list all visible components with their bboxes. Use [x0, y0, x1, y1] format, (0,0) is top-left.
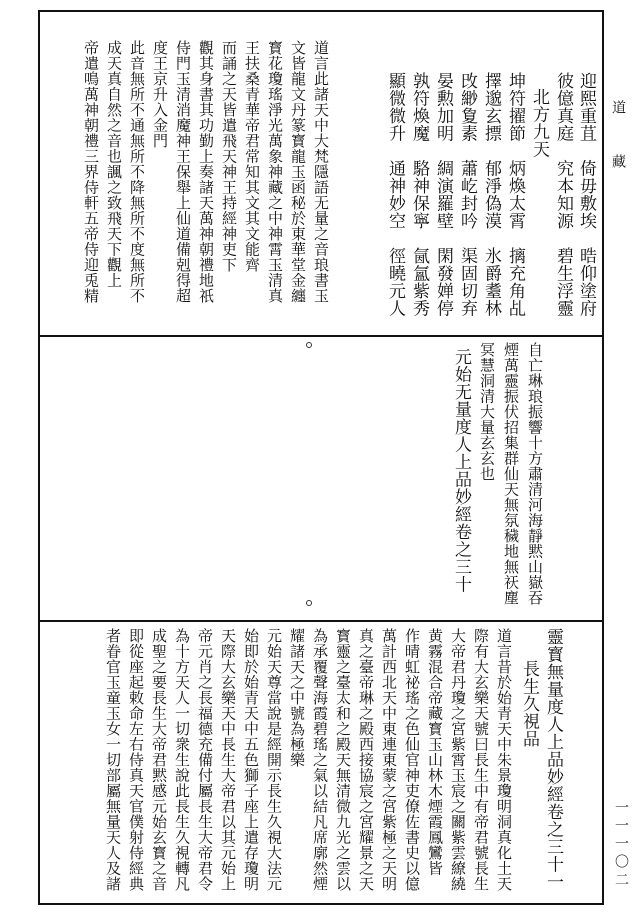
text-column: 始即於始青天中五色獅子座上遣存瓊明	[242, 628, 260, 892]
page-number: 一一一〇二	[613, 800, 629, 890]
divider-lower	[38, 620, 604, 622]
text-column: 道言此諸天中大梵隱語无量之音琅書玉	[312, 40, 330, 304]
text-column: 寳靈之臺太和之殿天無清微九光之雲以	[334, 628, 352, 892]
text-column: 晏勲加明 綢演羅壁 閑發婵停	[433, 72, 453, 317]
margin-collection-label: 道藏	[610, 100, 626, 208]
text-column: 黄霧混合帝藏寳玉山林木煙霞鳳鸞皆	[426, 628, 444, 876]
text-column: 道言昔於始青天中朱景瓊明洞真化土天	[495, 628, 513, 892]
text-column: 顯微微升 通神妙空 徑曉元人	[385, 72, 405, 317]
divider-upper	[38, 335, 604, 337]
text-column: 大帝君丹瓊之宮紫霄玉宸之關紫雲繚繞	[449, 628, 467, 892]
text-column: 帝遣鳴萬神朝禮三界侍軒五帝侍迎兎精	[82, 40, 100, 304]
text-column: 為十方天人一切衆生說此長生久視轉凡	[173, 628, 191, 892]
text-column: 孰符煥魔 駱神保寧 氤氳紫秀	[409, 72, 429, 317]
text-column: 為承覆聲海霞碧瑤之氣以結凡席廓然煙	[311, 628, 329, 892]
text-column: 彼億真庭 究本知源 碧生浮靈	[553, 72, 573, 317]
text-column: 天際大玄樂天中長生大帝君以其元始上	[219, 628, 237, 892]
text-column: 坤符擢節 炳煥太霄 摛充角乩	[505, 72, 525, 317]
text-column: 擇邈玄摽 郁淨偽漠 氷爵耋林	[481, 72, 501, 317]
text-column: 帝元肖之長福德充備付屬長生大帝君令	[196, 628, 214, 892]
text-column: 觀其身書其功勤上奏諸天萬神朝禮地祇	[197, 40, 215, 304]
text-column: 者眷官玉童玉女一切部屬無量天人及諸	[104, 628, 122, 892]
volume-end-title: 元始无量度人上品妙經卷之三十	[451, 348, 471, 593]
text-column: 煙萬靈振伏招集群仙天無氛穢地無祆塵	[502, 342, 520, 606]
text-column: 萬計西北天中東連東蒙之宮紫極之天明	[380, 628, 398, 892]
section-heading: 長生久視品	[519, 660, 539, 748]
text-column: 冥慧洞清大量玄玄也	[478, 342, 496, 482]
text-column: 此音無所不通無所不降無所不度無所不	[128, 40, 146, 304]
text-column: 侍門玉清消魔神王保舉上仙道備剋得超	[174, 40, 192, 304]
text-column: 度王京升入金門	[151, 40, 169, 149]
text-column: 際有大玄樂天號曰長生中有帝君號長生	[472, 628, 490, 892]
text-column: 自亡琳琅振響十方肅清河海靜黙山嶽吞	[526, 342, 544, 606]
binding-hole-icon	[306, 600, 312, 606]
section-heading: 北方九天	[529, 88, 549, 158]
text-column: 攺緲夐素 蕭屹封吟 渠固切弃	[457, 72, 477, 317]
text-column: 王扶桑青華帝君常知其文其文能齊	[243, 40, 261, 273]
chapter-title: 靈寳無量度人上品妙經卷之三十一	[543, 628, 563, 891]
text-column: 而誦之天皆遣飛天神王持經神吏下	[220, 40, 238, 273]
text-column: 迎熙重苴 倚毋敷埃 晧仰塗府	[576, 72, 596, 317]
text-column: 即從座起敕命左右侍真天官僕射侍經典	[127, 628, 145, 892]
text-column: 真之臺帝琳之殿西接協宸之宮耀景之天	[357, 628, 375, 892]
text-column: 成聖之要長生大帝君黙感元始玄寳之音	[150, 628, 168, 892]
text-column: 寳花瓊瑤淨光萬象神藏之中神霄玉清真	[266, 40, 284, 304]
text-column: 文皆龍文丹篆寳龍玉函秘於東華堂金纏	[289, 40, 307, 304]
binding-hole-icon	[306, 342, 312, 348]
text-column: 元始天尊當說是經開示長生久視大法元	[265, 628, 283, 892]
text-column: 成天真自然之音也諷之致飛天下觀上	[105, 40, 123, 288]
text-column: 作晴虹祕瑤之色仙官神吏僚佐書史以億	[403, 628, 421, 892]
text-column: 耀諸天之中號為極樂	[288, 628, 306, 768]
